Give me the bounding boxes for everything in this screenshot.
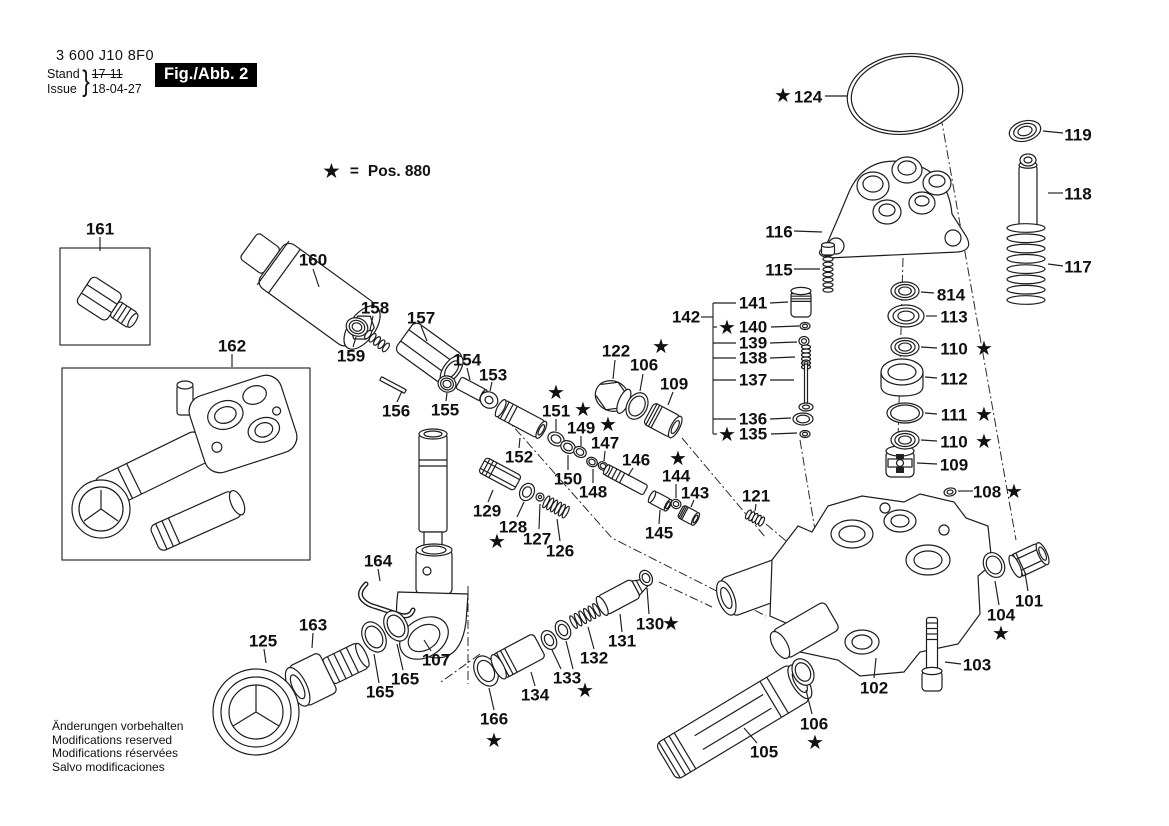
part-109-graphic bbox=[643, 402, 685, 439]
part-116-graphic bbox=[819, 157, 968, 258]
callout-162 bbox=[218, 337, 246, 368]
part-121-graphic bbox=[744, 509, 765, 527]
part-112-graphic bbox=[881, 359, 923, 396]
part-number-label: 132 bbox=[579, 648, 609, 668]
star-icon: ★ bbox=[547, 380, 565, 404]
part-number-label: 160 bbox=[298, 250, 328, 270]
part-number-label: 153 bbox=[478, 365, 508, 385]
part-140-graphic bbox=[800, 323, 810, 330]
part-number-label: 124 bbox=[793, 87, 823, 107]
callout-146 bbox=[622, 451, 650, 477]
part-814-graphic bbox=[891, 282, 919, 300]
part-number-label: 104 bbox=[986, 605, 1016, 625]
part-156-graphic bbox=[380, 377, 407, 394]
part-number-label: 131 bbox=[607, 631, 637, 651]
callout-156 bbox=[382, 391, 410, 421]
part-number-label: 137 bbox=[738, 370, 768, 390]
part-number-label: 165 bbox=[365, 682, 395, 702]
part-126-graphic bbox=[541, 495, 570, 519]
star-icon: ★ bbox=[488, 529, 506, 553]
star-icon: ★ bbox=[975, 402, 993, 426]
callout-130 bbox=[636, 588, 680, 635]
part-number-label: 166 bbox=[479, 709, 509, 729]
star-icon: ★ bbox=[574, 397, 592, 421]
part-number-label: 134 bbox=[520, 685, 550, 705]
part-number-label: 110 bbox=[940, 339, 968, 359]
part-number-label: 122 bbox=[601, 341, 631, 361]
star-icon: ★ bbox=[576, 678, 594, 702]
part-number-label: 103 bbox=[962, 655, 992, 675]
callout-125 bbox=[249, 632, 277, 664]
part-number-label: 142 bbox=[671, 307, 701, 327]
callout-141 bbox=[713, 294, 788, 313]
part-number-label: 125 bbox=[248, 631, 278, 651]
part-111-graphic bbox=[887, 403, 923, 423]
part-number-label: 135 bbox=[738, 424, 768, 444]
callout-161 bbox=[86, 220, 114, 252]
part-110-graphic bbox=[891, 431, 919, 449]
part-137-graphic bbox=[805, 364, 808, 406]
callout-145 bbox=[645, 510, 673, 543]
part-number-label: 109 bbox=[659, 374, 689, 394]
part-148-graphic bbox=[585, 455, 599, 468]
callout-117 bbox=[1048, 258, 1092, 277]
callout-101 bbox=[1015, 573, 1043, 611]
callout-116 bbox=[765, 223, 822, 242]
stand-label: Stand bbox=[47, 67, 80, 81]
part-117-graphic bbox=[1007, 224, 1045, 305]
part-131-graphic bbox=[594, 579, 641, 617]
callout-134 bbox=[521, 672, 550, 705]
part-number-label: 156 bbox=[381, 401, 411, 421]
part-162-graphic bbox=[72, 371, 301, 552]
part-number-label: 147 bbox=[590, 433, 620, 453]
part-number-label: 109 bbox=[939, 455, 969, 475]
part-number-label: 116 bbox=[765, 222, 793, 242]
part-132-graphic bbox=[568, 603, 601, 630]
part-101-graphic bbox=[1006, 541, 1051, 579]
part-number-label: 152 bbox=[504, 447, 534, 467]
callout-104 bbox=[987, 581, 1016, 645]
part-number-label: 105 bbox=[749, 742, 779, 762]
callout-108 bbox=[958, 479, 1023, 503]
part-143-graphic bbox=[677, 505, 701, 527]
part-108-graphic bbox=[943, 487, 956, 497]
callout-113 bbox=[926, 308, 968, 327]
part-number-label: 143 bbox=[680, 483, 710, 503]
part-number-label: 126 bbox=[545, 541, 575, 561]
part-113-graphic bbox=[888, 305, 924, 327]
part-118-graphic bbox=[1019, 162, 1037, 227]
part-number-label: 159 bbox=[336, 346, 366, 366]
callout-164 bbox=[364, 552, 393, 582]
part-118-graphic bbox=[1020, 154, 1036, 166]
part-115-graphic bbox=[823, 252, 833, 292]
star-icon: ★ bbox=[485, 728, 503, 752]
callout-131 bbox=[608, 614, 636, 651]
part-105-graphic bbox=[655, 660, 817, 780]
callout-155 bbox=[431, 393, 459, 420]
part-number-label: 165 bbox=[390, 669, 420, 689]
legend-value: Pos. 880 bbox=[367, 162, 431, 180]
part-tube-graphic bbox=[419, 429, 447, 550]
part-135-graphic bbox=[800, 431, 810, 438]
part-number-label: 161 bbox=[85, 219, 115, 239]
star-icon: ★ bbox=[975, 336, 993, 360]
callout-110 bbox=[921, 429, 993, 453]
callout-111 bbox=[925, 402, 993, 426]
part-number-label: 106 bbox=[629, 355, 659, 375]
part-number-label: 108 bbox=[972, 482, 1002, 502]
part-number-label: 112 bbox=[940, 369, 968, 389]
part-141-graphic bbox=[791, 287, 811, 317]
star-icon: ★ bbox=[992, 621, 1010, 645]
callout-124 bbox=[774, 83, 847, 107]
part-103-graphic bbox=[922, 667, 942, 691]
part-number-label: 102 bbox=[859, 678, 889, 698]
callout-814 bbox=[921, 286, 966, 305]
part-number-label: 164 bbox=[363, 551, 393, 571]
issue-label: Issue bbox=[47, 82, 77, 96]
part-number-label: 110 bbox=[940, 432, 968, 452]
callout-119 bbox=[1043, 126, 1092, 145]
callout-121 bbox=[742, 487, 770, 512]
star-icon: ★ bbox=[806, 730, 824, 754]
part-number-label: 141 bbox=[738, 293, 768, 313]
callout-137 bbox=[713, 371, 794, 390]
part-number-label: 130 bbox=[635, 614, 665, 634]
legend-equals: = bbox=[349, 162, 359, 180]
part-number-label: 140 bbox=[738, 317, 768, 337]
callout-166 bbox=[480, 688, 508, 752]
part-number-label: 151 bbox=[541, 401, 571, 421]
part-134-graphic bbox=[488, 633, 546, 681]
part-number-label: 145 bbox=[644, 523, 674, 543]
part-128-graphic bbox=[517, 481, 538, 503]
part-number-label: 814 bbox=[936, 285, 966, 305]
part-139-graphic bbox=[799, 337, 809, 346]
callout-115 bbox=[765, 261, 820, 280]
document-number: 3 600 J10 8F0 bbox=[56, 48, 154, 64]
callout-110 bbox=[921, 336, 993, 360]
disclaimer-line-en: Modifications reserved bbox=[52, 732, 173, 747]
callout-163 bbox=[299, 616, 327, 649]
star-icon: ★ bbox=[322, 159, 341, 183]
part-number-label: 107 bbox=[421, 650, 451, 670]
star-icon: ★ bbox=[652, 334, 670, 358]
star-icon: ★ bbox=[718, 422, 736, 446]
callout-112 bbox=[925, 370, 968, 389]
figure-label: Fig./Abb. 2 bbox=[155, 63, 257, 87]
star-icon: ★ bbox=[1005, 479, 1023, 503]
callout-109 bbox=[660, 375, 688, 406]
part-number-label: 146 bbox=[621, 450, 651, 470]
callout-109 bbox=[917, 456, 968, 475]
star-icon: ★ bbox=[975, 429, 993, 453]
part-number-label: 128 bbox=[498, 517, 528, 537]
callout-135 bbox=[713, 422, 797, 446]
brace-glyph: } bbox=[81, 65, 90, 98]
issue-value: 18-04-27 bbox=[91, 82, 142, 96]
callout-152 bbox=[505, 438, 533, 467]
part-number-label: 117 bbox=[1064, 257, 1092, 277]
disclaimer-line-es: Salvo modificaciones bbox=[52, 759, 165, 774]
part-number-label: 121 bbox=[741, 486, 771, 506]
part-124-graphic bbox=[842, 46, 968, 141]
part-number-label: 119 bbox=[1064, 125, 1092, 145]
part-number-label: 158 bbox=[360, 298, 390, 318]
callout-143 bbox=[681, 484, 709, 508]
part-number-label: 129 bbox=[472, 501, 502, 521]
callout-118 bbox=[1048, 185, 1092, 204]
part-110-graphic bbox=[891, 338, 919, 356]
part-137-graphic bbox=[799, 403, 813, 411]
callout-132 bbox=[580, 627, 608, 668]
part-152-graphic bbox=[493, 398, 549, 440]
part-119-graphic bbox=[1007, 117, 1043, 145]
callout-138 bbox=[713, 349, 795, 368]
part-number-label: 106 bbox=[799, 714, 829, 734]
part-number-label: 150 bbox=[553, 469, 583, 489]
part-number-label: 163 bbox=[298, 615, 328, 635]
star-icon: ★ bbox=[669, 446, 687, 470]
part-number-label: 139 bbox=[738, 333, 768, 353]
callout-122 bbox=[602, 342, 630, 380]
part-number-label: 111 bbox=[940, 405, 968, 425]
part-145-graphic bbox=[647, 490, 673, 512]
part-number-label: 101 bbox=[1014, 591, 1044, 611]
part-number-label: 115 bbox=[765, 260, 793, 280]
part-number-label: 155 bbox=[430, 400, 460, 420]
part-number-label: 138 bbox=[738, 348, 768, 368]
part-number-label: 154 bbox=[452, 350, 482, 370]
disclaimer-line-de: Änderungen vorbehalten bbox=[52, 719, 184, 733]
part-103-graphic bbox=[927, 618, 938, 673]
part-number-label: 118 bbox=[1064, 184, 1092, 204]
stand-value: 17-11 bbox=[91, 67, 123, 81]
part-136-graphic bbox=[793, 413, 813, 425]
callout-129 bbox=[473, 490, 501, 521]
part-127-graphic bbox=[536, 493, 544, 501]
part-number-label: 136 bbox=[738, 409, 768, 429]
callout-153 bbox=[479, 366, 507, 392]
part-number-label: 157 bbox=[406, 308, 436, 328]
part-number-label: 144 bbox=[661, 466, 691, 486]
part-number-label: 127 bbox=[522, 529, 552, 549]
part-number-label: 113 bbox=[940, 307, 968, 327]
star-icon: ★ bbox=[718, 315, 736, 339]
part-number-label: 149 bbox=[566, 418, 596, 438]
disclaimer-line-fr: Modifications réservées bbox=[52, 746, 179, 760]
part-109-graphic bbox=[886, 446, 914, 477]
callout-103 bbox=[945, 656, 991, 675]
star-icon: ★ bbox=[599, 412, 617, 436]
part-161-graphic bbox=[75, 275, 144, 335]
part-125-graphic bbox=[213, 669, 299, 755]
part-115-graphic bbox=[822, 243, 835, 255]
part-number-label: 133 bbox=[552, 668, 582, 688]
part-number-label: 162 bbox=[217, 336, 247, 356]
star-icon: ★ bbox=[662, 611, 680, 635]
part-number-label: 148 bbox=[578, 482, 608, 502]
star-icon: ★ bbox=[774, 83, 792, 107]
callout-142 bbox=[672, 308, 713, 327]
